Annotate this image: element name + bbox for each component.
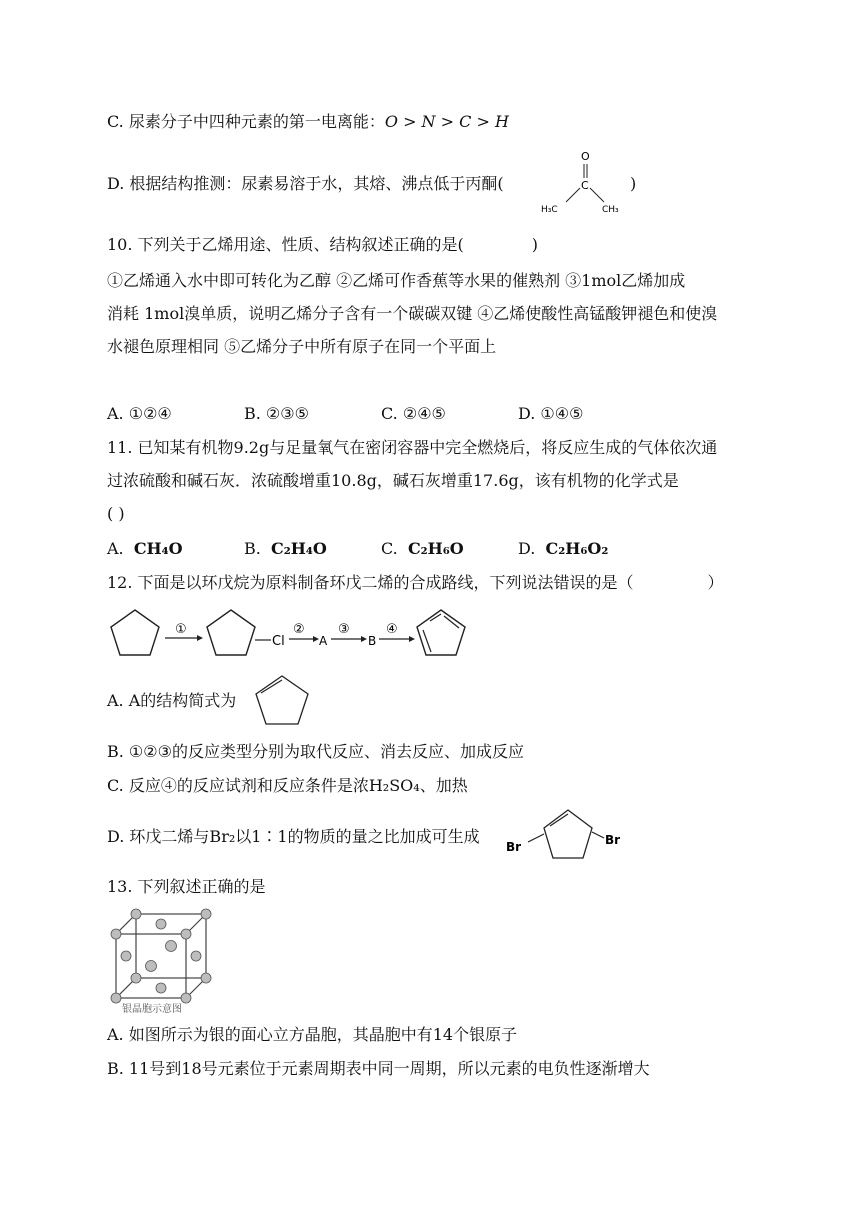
step-4-label: ④ (386, 622, 398, 637)
q10-option-b: B. ②③⑤ (244, 404, 309, 423)
chlorocyclopentane-ring (207, 610, 255, 655)
q12-stem-close: ） (707, 573, 724, 592)
q11-option-d (518, 539, 608, 559)
q11-c-formula: C₂H₆O (407, 539, 464, 558)
q9-c-text: C. 尿素分子中四种元素的第一电离能： (107, 112, 385, 131)
intermediate-a: A (319, 634, 328, 648)
q11-b-formula: C₂H₄O (271, 539, 327, 558)
dibromocyclopentene-structure (506, 806, 624, 868)
q11-d-formula: C₂H₆O₂ (545, 539, 609, 558)
cyclopentene-structure (250, 672, 314, 730)
q11-line-1: 11. 已知某有机物9.2g与足量氧气在密闭容器中完全燃烧后，将反应生成的气体依次通 (107, 438, 718, 457)
q10-line-1: ①乙烯通入水中即可转化为乙醇 ②乙烯可作香蕉等水果的催熟剂 ③1mol乙烯加成 (107, 271, 686, 290)
q11-a-formula: CH₄O (133, 539, 183, 558)
unit-cell-caption: 银晶胞示意图 (122, 1004, 182, 1015)
q12-stem (107, 573, 724, 593)
q10-line-3: 水褪色原理相同 ⑤乙烯分子中所有原子在同一个平面上 (107, 337, 497, 356)
q13-stem: 13. 下列叙述正确的是 (107, 877, 266, 896)
q10-stem-text: 10. 下列关于乙烯用途、性质、结构叙述正确的是( (107, 235, 464, 254)
q12-stem-text: 12. 下面是以环戊烷为原料制备环戊二烯的合成路线，下列说法错误的是（ (107, 573, 634, 592)
step-3-label: ③ (338, 622, 350, 637)
chloro-label: Cl (272, 634, 285, 649)
acetone-ch3: CH₃ (602, 205, 619, 215)
acetone-o: O (581, 150, 590, 163)
q12-option-c: C. 反应④的反应试剂和反应条件是浓H₂SO₄、加热 (107, 776, 468, 795)
q11-option-a (107, 539, 183, 559)
q11-a-label: A. (107, 539, 124, 558)
q10-option-a: A. ①②④ (107, 404, 172, 423)
q12-option-b: B. ①②③的反应类型分别为取代反应、消去反应、加成反应 (107, 742, 524, 761)
q9-option-c (107, 112, 509, 132)
q10-option-c: C. ②④⑤ (381, 404, 446, 423)
q10-option-d: D. ①④⑤ (518, 404, 584, 423)
acetone-structure (538, 148, 633, 218)
q9-d-text: D. 根据结构推测：尿素易溶于水，其熔、沸点低于丙酮( (107, 174, 504, 193)
q9-option-d (107, 174, 504, 194)
q13-option-a: A. 如图所示为银的面心立方晶胞，其晶胞中有14个银原子 (107, 1025, 518, 1044)
q10-stem (107, 235, 538, 255)
q10-stem-close: ) (531, 235, 539, 254)
q11-option-b (244, 539, 327, 559)
q13-option-b: B. 11号到18号元素位于元素周期表中同一周期，所以元素的电负性逐渐增大 (107, 1059, 650, 1078)
q11-b-label: B. (244, 539, 261, 558)
cyclopentane-ring (111, 610, 159, 655)
q11-line-2: 过浓硫酸和碱石灰．浓硫酸增重10.8g，碱石灰增重17.6g，该有机物的化学式是 (107, 471, 679, 490)
step-1-label: ① (175, 622, 187, 637)
q11-c-label: C. (381, 539, 398, 558)
q12-option-d: D. 环戊二烯与Br₂以1∶1的物质的量之比加成可生成 (107, 827, 480, 846)
acetone-h3c: H₃C (541, 205, 558, 215)
q10-line-2: 消耗 1mol溴单质，说明乙烯分子含有一个碳碳双键 ④乙烯使酸性高锰酸钾褪色和使溴 (107, 304, 718, 323)
q11-d-label: D. (518, 539, 536, 558)
q11-option-c (381, 539, 464, 559)
q9-c-formula: O > N > C > H (384, 112, 509, 131)
silver-unit-cell-figure (108, 906, 218, 1018)
q9-d-close: ) (630, 174, 637, 193)
q11-paren: ( ) (107, 504, 125, 523)
q12-option-a (107, 691, 236, 711)
br-right-label: Br (605, 833, 621, 847)
intermediate-b: B (368, 634, 377, 648)
q12-a-text: A. A的结构简式为 (107, 691, 237, 710)
br-left-label: Br (506, 840, 522, 854)
acetone-c: C (581, 179, 589, 192)
step-2-label: ② (293, 622, 305, 637)
synthesis-route-scheme (107, 604, 487, 670)
